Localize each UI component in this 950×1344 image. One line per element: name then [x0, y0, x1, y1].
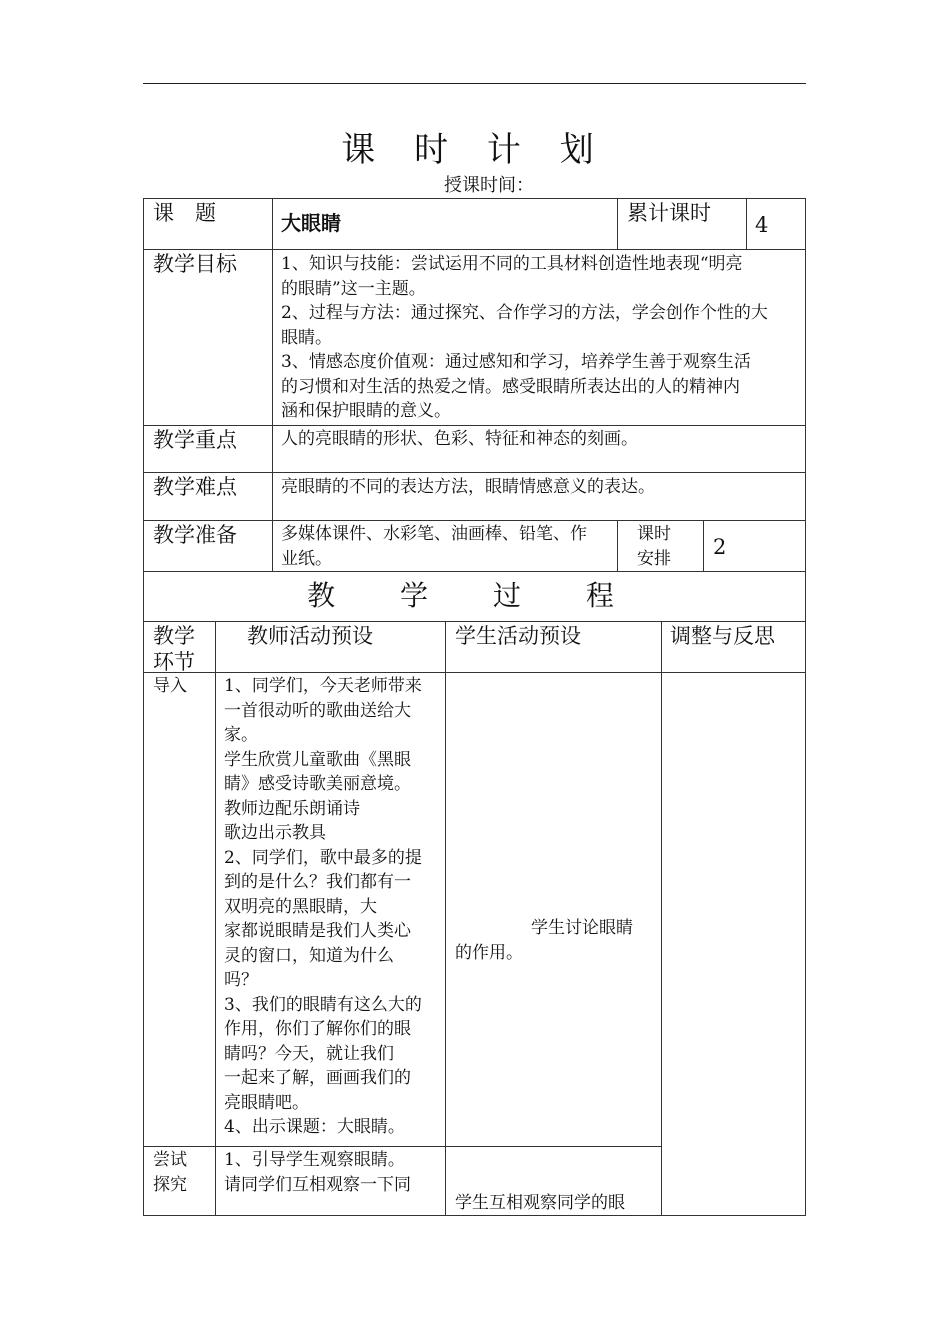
table-rule	[272, 198, 273, 571]
teacher-activity-intro	[224, 674, 422, 1140]
teacher-line: 1、同学们，今天老师带来	[224, 676, 422, 696]
cumulative-hours-value: 4	[755, 213, 769, 237]
preparation-line: 多媒体课件、水彩笔、油画棒、铅笔、作	[281, 524, 587, 544]
teacher-line: 教师边配乐朗诵诗	[224, 798, 360, 819]
objective-line: 涵和保护眼睛的意义。	[281, 401, 451, 421]
teacher-line: 双明亮的黑眼睛，大	[224, 896, 377, 917]
teacher-line: 家都说眼睛是我们人类心	[224, 921, 411, 941]
table-rule	[143, 1146, 661, 1147]
table-rule	[143, 472, 806, 473]
teacher-line: 请同学们互相观察一下同	[224, 1174, 411, 1195]
table-rule	[143, 621, 806, 622]
page-title: 课 时 计 划	[341, 130, 608, 170]
hours-label-line: 课时	[637, 524, 671, 544]
hours-arrangement-value: 2	[713, 535, 727, 559]
topic-value: 大眼睛	[281, 211, 341, 235]
process-title: 教 学 过 程	[307, 579, 642, 612]
student-line: 的作用。	[455, 942, 523, 963]
teacher-line: 睛》感受诗歌美丽意境。	[224, 774, 411, 794]
teacher-line: 2、同学们，歌中最多的提	[224, 847, 422, 868]
table-rule	[617, 198, 618, 249]
preparation-text	[281, 522, 587, 571]
objectives-label: 教学目标	[153, 252, 237, 276]
stage-line: 尝试	[153, 1150, 187, 1170]
hours-arrangement-label	[637, 522, 671, 571]
student-activity-explore	[455, 1191, 625, 1216]
table-rule	[703, 520, 704, 571]
objectives-text	[281, 252, 768, 424]
stage-intro: 导入	[153, 676, 187, 696]
table-rule	[143, 520, 806, 521]
student-activity-intro	[455, 916, 633, 965]
objective-line: 的眼睛”这一主题。	[281, 278, 426, 299]
teacher-line: 作用，你们了解你们的眼	[224, 1019, 411, 1039]
table-rule	[805, 198, 806, 1216]
table-rule	[661, 621, 662, 1216]
difficulties-text: 亮眼睛的不同的表达方法，眼睛情感意义的表达。	[281, 477, 655, 497]
table-rule	[143, 425, 806, 426]
cumulative-hours-label: 累计课时	[627, 201, 711, 225]
table-rule	[143, 672, 806, 673]
teacher-line: 亮眼睛吧。	[224, 1092, 309, 1113]
table-rule	[143, 249, 806, 250]
objective-line: 的习惯和对生活的热爱之情。感受眼睛所表达出的人的精神内	[281, 376, 740, 397]
teacher-activity-explore	[224, 1148, 411, 1197]
objective-line: 1、知识与技能：尝试运用不同的工具材料创造性地表现“明亮	[281, 254, 743, 274]
objective-line: 眼睛。	[281, 327, 332, 348]
key-points-label: 教学重点	[153, 428, 237, 452]
stage-explore	[153, 1148, 187, 1197]
teacher-line: 睛吗？今天，就让我们	[224, 1043, 394, 1064]
hours-label-line: 安排	[637, 548, 671, 569]
teacher-line: 4、出示课题：大眼睛。	[224, 1117, 405, 1137]
table-rule	[445, 621, 446, 1216]
header-rule	[143, 83, 806, 84]
stage-header	[153, 623, 195, 675]
teacher-line: 灵的窗口，知道为什么	[224, 945, 394, 966]
date-label: 授课时间：	[444, 175, 534, 196]
table-rule	[143, 198, 806, 199]
stage-line: 探究	[153, 1174, 187, 1195]
table-rule	[746, 198, 747, 249]
reflection-header: 调整与反思	[670, 624, 775, 648]
teacher-line: 吗？	[224, 970, 258, 990]
table-rule	[617, 520, 618, 571]
key-points-text: 人的亮眼睛的形状、色彩、特征和神态的刻画。	[281, 429, 638, 449]
stage-header-line: 环节	[153, 650, 195, 674]
topic-label: 课 题	[153, 201, 216, 225]
teacher-line: 一起来了解，画画我们的	[224, 1068, 411, 1088]
student-line: 学生讨论眼睛	[531, 918, 633, 938]
teacher-line: 到的是什么？我们都有一	[224, 872, 411, 892]
student-line: 学生互相观察同学的眼	[455, 1193, 625, 1213]
objective-line: 2、过程与方法：通过探究、合作学习的方法，学会创作个性的大	[281, 303, 768, 323]
teacher-line: 3、我们的眼睛有这么大的	[224, 994, 422, 1015]
table-rule	[215, 621, 216, 1216]
preparation-label: 教学准备	[153, 523, 237, 547]
difficulties-label: 教学难点	[153, 475, 237, 499]
teacher-line: 歌边出示教具	[224, 823, 326, 843]
teacher-header: 教师活动预设	[247, 624, 373, 648]
teacher-line: 学生欣赏儿童歌曲《黑眼	[224, 749, 411, 770]
stage-header-line: 教学	[153, 624, 195, 648]
teacher-line: 家。	[224, 725, 258, 745]
table-rule	[143, 571, 806, 572]
student-header: 学生活动预设	[455, 624, 581, 648]
preparation-line: 业纸。	[281, 548, 332, 569]
lesson-plan-table	[143, 198, 806, 1216]
teacher-line: 1、引导学生观察眼睛。	[224, 1150, 405, 1170]
table-rule	[143, 198, 144, 1216]
teacher-line: 一首很动听的歌曲送给大	[224, 700, 411, 721]
objective-line: 3、情感态度价值观：通过感知和学习，培养学生善于观察生活	[281, 352, 751, 372]
